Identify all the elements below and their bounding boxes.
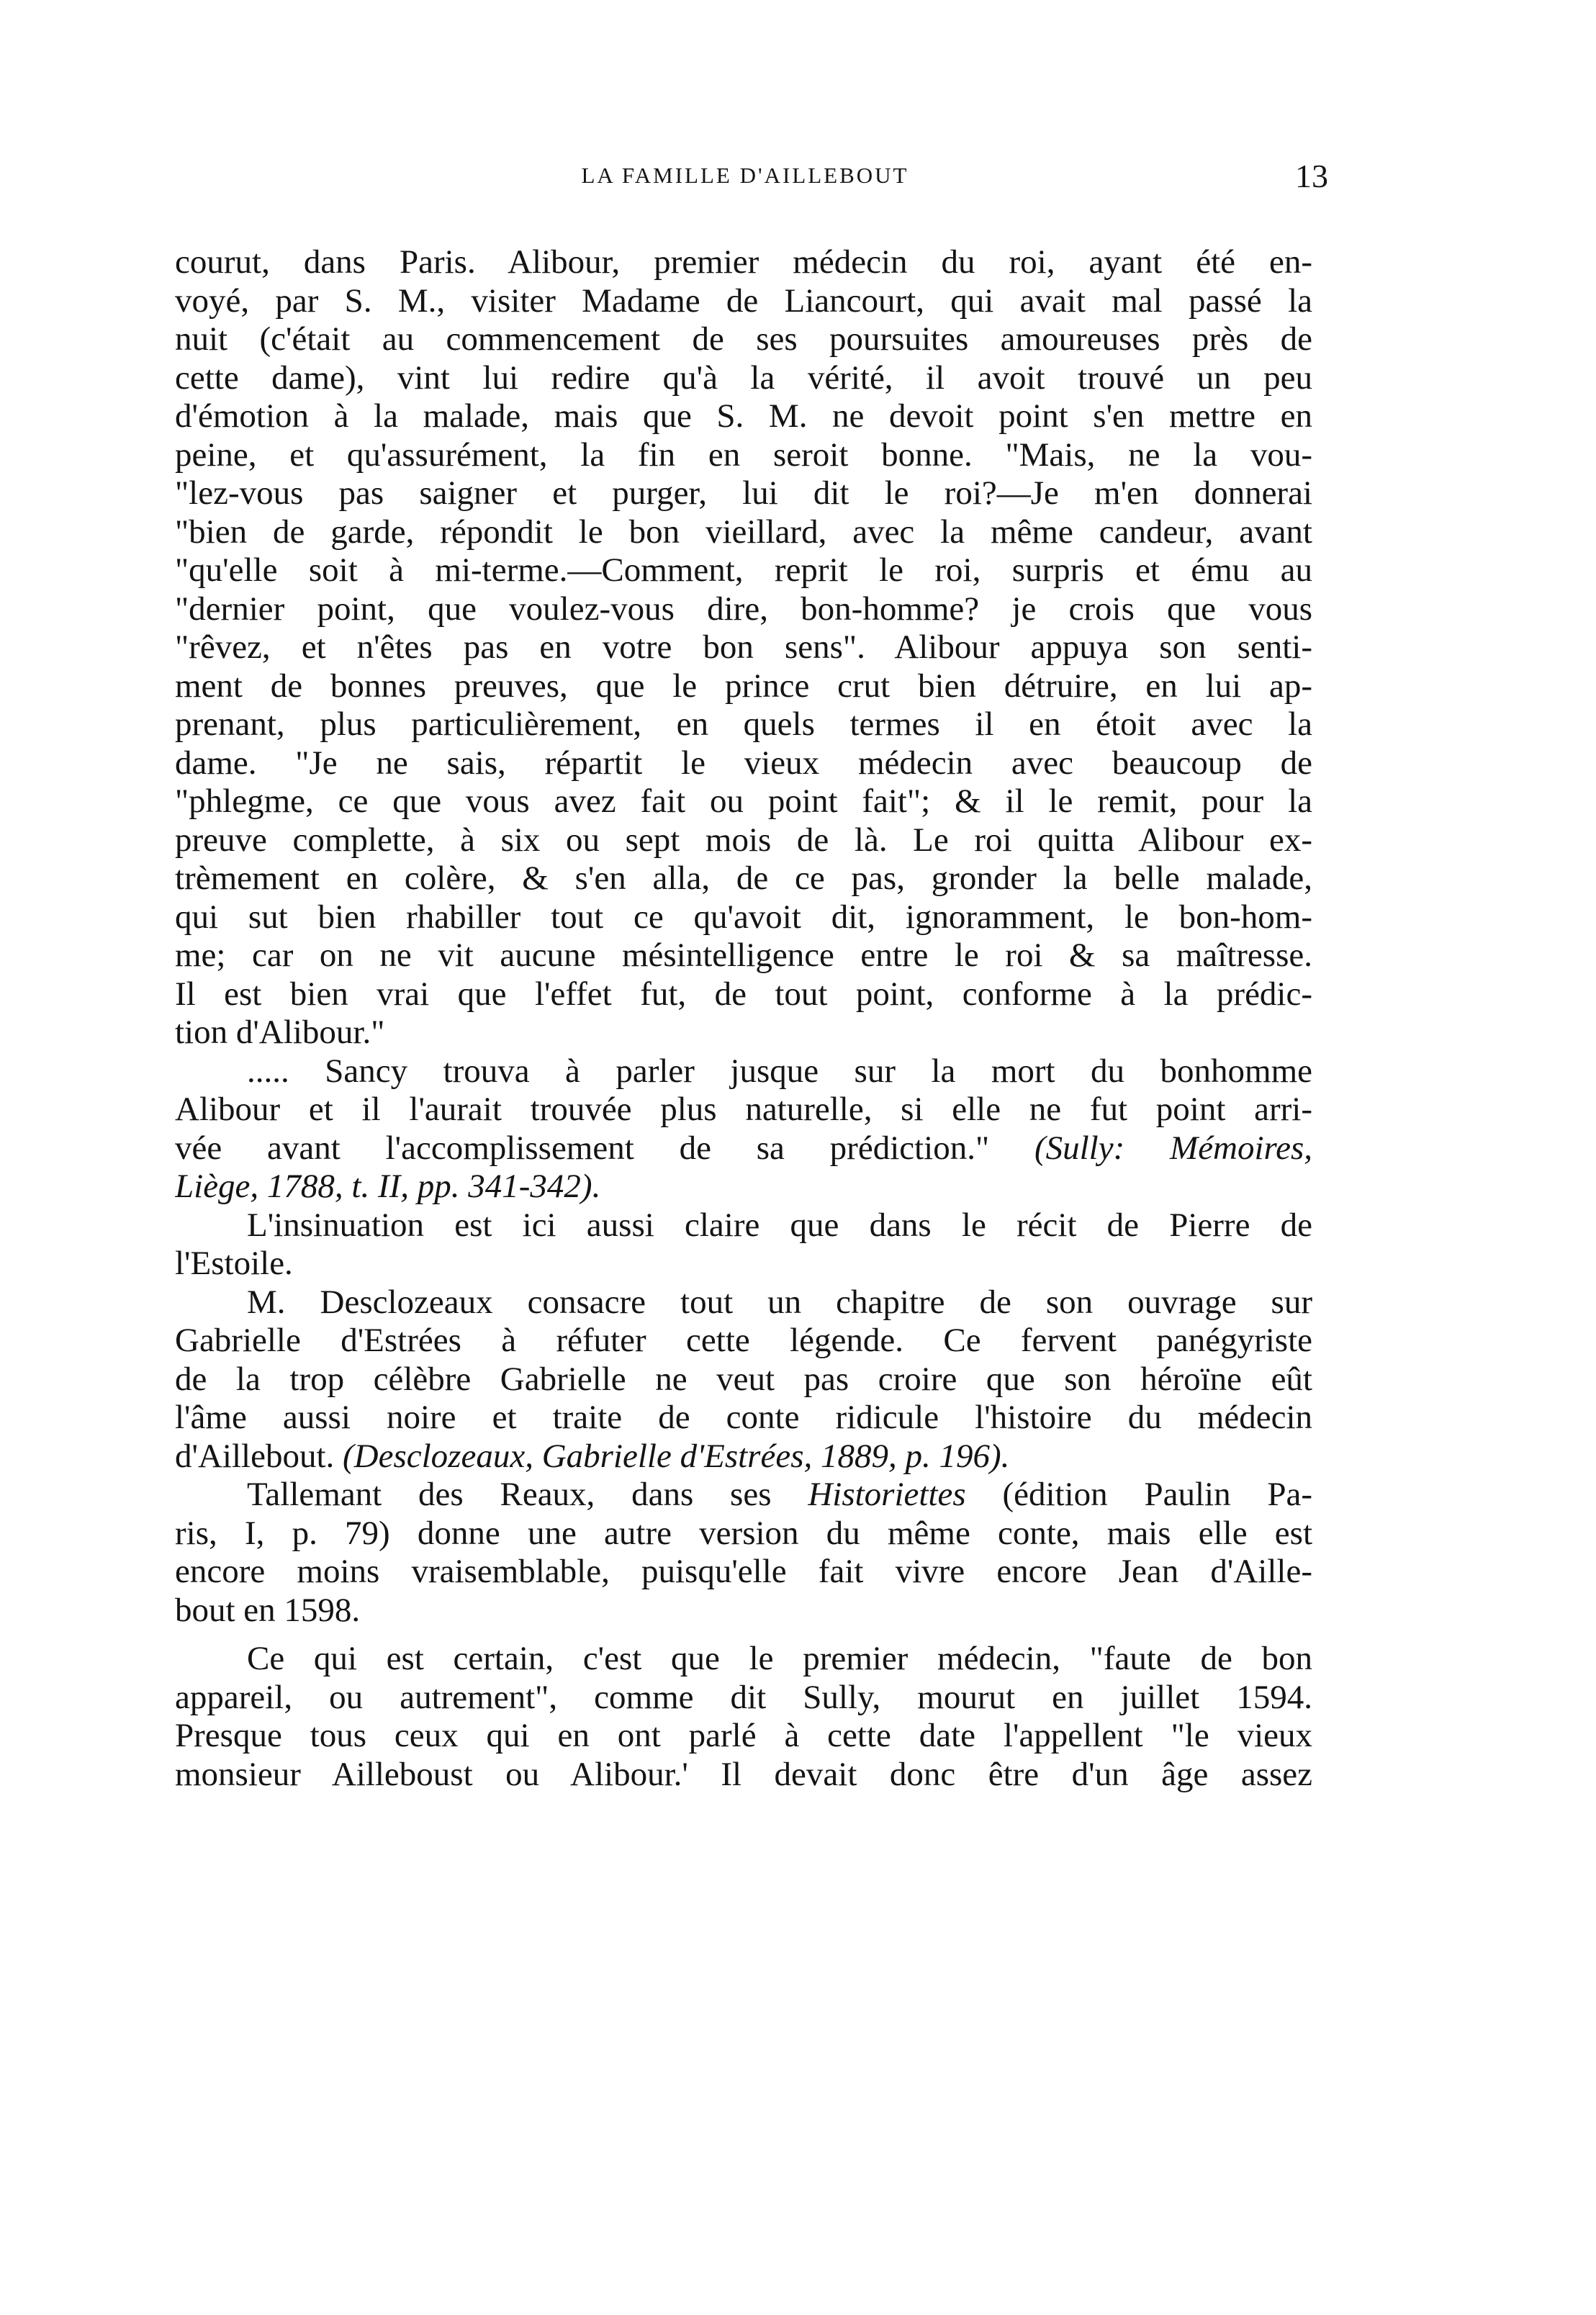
- text-line: preuve complette, à six ou sept mois de là. Le roi quitta Alibour ex-: [175, 821, 1312, 859]
- text-line: peine, et qu'assurément, la fin en seroit bonne. "Mais, ne la vou-: [175, 436, 1312, 474]
- text-line: ris, I, p. 79) donne une autre version du même conte, mais elle est: [175, 1514, 1312, 1552]
- text-line: "lez-vous pas saigner et purger, lui dit le roi?—Je m'en donnerai: [175, 474, 1312, 512]
- text-line: bout en 1598.: [175, 1591, 361, 1629]
- body-text: [175, 243, 1312, 1794]
- text-line: [175, 1129, 1312, 1168]
- text-line: "dernier point, que voulez-vous dire, bon-homme? je crois que vous: [175, 590, 1312, 628]
- text-line: [175, 1438, 1312, 1476]
- text-line: l'Estoile.: [175, 1245, 293, 1282]
- text-line: Gabrielle d'Estrées à réfuter cette légende. Ce fervent panégyriste: [175, 1322, 1312, 1359]
- text-line: encore moins vraisemblable, puisqu'elle fait vivre encore Jean d'Aille-: [175, 1553, 1312, 1590]
- text-line: Ce qui est certain, c'est que le premier médecin, "faute de bon: [247, 1640, 1312, 1677]
- text-line: monsieur Ailleboust ou Alibour.' Il devait donc être d'un âge assez: [175, 1755, 1312, 1793]
- text-line: qui sut bien rhabiller tout ce qu'avoit dit, ignoramment, le bon-hom-: [175, 898, 1312, 936]
- text-line: "rêvez, et n'êtes pas en votre bon sens". Alibour appuya son senti-: [175, 628, 1312, 666]
- text-line: ment de bonnes preuves, que le prince crut bien détruire, en lui ap-: [175, 667, 1312, 705]
- text-line: Alibour et il l'aurait trouvée plus naturelle, si elle ne fut point arri-: [175, 1091, 1312, 1128]
- text-line: appareil, ou autrement", comme dit Sully, mourut en juillet 1594.: [175, 1678, 1312, 1716]
- title-italic: Historiettes: [808, 1476, 966, 1513]
- text-line: "bien de garde, répondit le bon vieillard, avec la même candeur, avant: [175, 513, 1312, 551]
- text-line: "phlegme, ce que vous avez fait ou point fait"; & il le remit, pour la: [175, 782, 1312, 820]
- text-line: prenant, plus particulièrement, en quels termes il en étoit avec la: [175, 705, 1312, 743]
- citation-italic: (Desclozeaux, Gabrielle d'Estrées, 1889, p. 196).: [343, 1437, 1010, 1475]
- text-line: "qu'elle soit à mi-terme.—Comment, reprit le roi, surpris et ému au: [175, 551, 1312, 589]
- text-segment: d'Aillebout.: [175, 1437, 335, 1475]
- text-line: [175, 1168, 1312, 1206]
- text-line: dame. "Je ne sais, répartit le vieux médecin avec beaucoup de: [175, 744, 1312, 782]
- citation-italic: Liège, 1788, t. II, pp. 341-342).: [175, 1168, 601, 1205]
- text-segment: (édition Paulin Pa-: [1002, 1476, 1312, 1513]
- running-title: LA FAMILLE D'AILLEBOUT: [581, 163, 909, 188]
- text-line: me; car on ne vit aucune mésintelligence entre le roi & sa maîtresse.: [175, 937, 1312, 974]
- text-line: courut, dans Paris. Alibour, premier médecin du roi, ayant été en-: [175, 243, 1312, 281]
- text-line: [175, 1476, 1312, 1515]
- text-line: l'âme aussi noire et traite de conte ridicule l'histoire du médecin: [175, 1399, 1312, 1436]
- text-segment: vée avant l'accomplissement de sa prédiction.": [175, 1129, 990, 1167]
- paragraph-gap: [175, 1630, 1312, 1640]
- text-segment: Tallemant des Reaux, dans ses: [247, 1476, 772, 1513]
- text-line: M. Desclozeaux consacre tout un chapitre de son ouvrage sur: [247, 1283, 1312, 1321]
- text-line: Presque tous ceux qui en ont parlé à cette date l'appellent "le vieux: [175, 1717, 1312, 1754]
- page-number: 13: [1295, 158, 1328, 194]
- text-line: cette dame), vint lui redire qu'à la vérité, il avoit trouvé un peu: [175, 358, 1312, 397]
- text-line: voyé, par S. M., visiter Madame de Liancourt, qui avait mal passé la: [175, 281, 1312, 320]
- text-line: trèmement en colère, & s'en alla, de ce pas, gronder la belle malade,: [175, 859, 1312, 897]
- text-line: Il est bien vrai que l'effet fut, de tout point, conforme à la prédic-: [175, 975, 1312, 1013]
- text-line: d'émotion à la malade, mais que S. M. ne devoit point s'en mettre en: [175, 397, 1312, 435]
- text-line: de la trop célèbre Gabrielle ne veut pas croire que son héroïne eût: [175, 1360, 1312, 1398]
- running-head: [176, 157, 1328, 200]
- text-line: ..... Sancy trouva à parler jusque sur la mort du bonhomme: [247, 1052, 1312, 1090]
- text-line: tion d'Alibour.": [175, 1014, 385, 1051]
- text-line: L'insinuation est ici aussi claire que dans le récit de Pierre de: [247, 1206, 1312, 1244]
- citation-italic: (Sully: Mémoires,: [1034, 1129, 1312, 1167]
- text-line: nuit (c'était au commencement de ses poursuites amoureuses près de: [175, 320, 1312, 358]
